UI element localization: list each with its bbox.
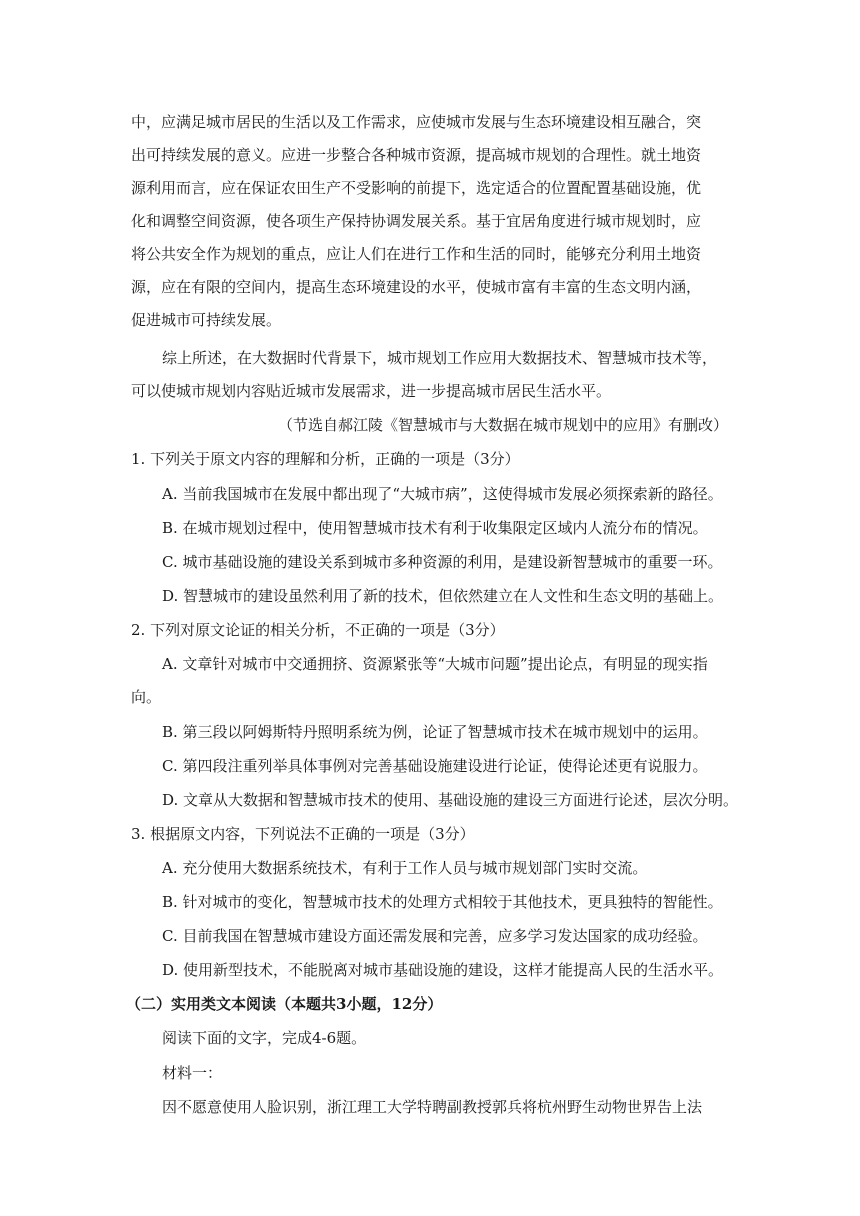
question-3-option-b: B. 针对城市的变化，智慧城市技术的处理方式相较于其他技术，更具独特的智能性。 [162, 893, 723, 911]
passage-line: 将公共安全作为规划的重点，应让人们在进行工作和生活的同时，能够充分利用土地资 [131, 245, 702, 263]
question-3-option-d: D. 使用新型技术，不能脱离对城市基础设施的建设，这样才能提高人民的生活水平。 [162, 961, 724, 979]
passage-line: 出可持续发展的意义。应进一步整合各种城市资源，提高城市规划的合理性。就土地资 [131, 146, 702, 164]
question-2-option-a-cont: 向。 [131, 688, 162, 706]
question-1-stem: 1. 下列关于原文内容的理解和分析，正确的一项是（3分） [131, 450, 520, 468]
passage-line: 源利用而言，应在保证农田生产不受影响的前提下，选定适合的位置配置基础设施，优 [131, 179, 702, 197]
conclusion-line: 综上所述，在大数据时代背景下，城市规划工作应用大数据技术、智慧城市技术等， [162, 349, 718, 367]
question-1-option-b: B. 在城市规划过程中，使用智慧城市技术有利于收集限定区域内人流分布的情况。 [162, 519, 708, 537]
question-2-option-d: D. 文章从大数据和智慧城市技术的使用、基础设施的建设三方面进行论述，层次分明。 [162, 791, 739, 809]
material-label: 材料一： [162, 1064, 223, 1082]
question-2-option-c: C. 第四段注重列举具体事例对完善基础设施建设进行论证，使得论述更有说服力。 [162, 757, 708, 775]
question-3-stem: 3. 根据原文内容，下列说法不正确的一项是（3分） [131, 825, 475, 843]
passage-line: 化和调整空间资源，使各项生产保持协调发展关系。基于宜居角度进行城市规划时，应 [131, 212, 702, 230]
material-first-line: 因不愿意使用人脸识别，浙江理工大学特聘副教授郭兵将杭州野生动物世界告上法 [162, 1098, 703, 1116]
question-3-option-a: A. 充分使用大数据系统技术，有利于工作人员与城市规划部门实时交流。 [162, 859, 648, 877]
question-2-stem: 2. 下列对原文论证的相关分析，不正确的一项是（3分） [131, 621, 505, 639]
passage-line: 促进城市可持续发展。 [131, 311, 282, 329]
source-citation: （节选自郝江陵《智慧城市与大数据在城市规划中的应用》有删改） [277, 416, 728, 434]
conclusion-line: 可以使城市规划内容贴近城市发展需求，进一步提高城市居民生活水平。 [131, 382, 612, 400]
section-instruction: 阅读下面的文字，完成4-6题。 [162, 1029, 367, 1047]
question-2-option-b: B. 第三段以阿姆斯特丹照明系统为例，论证了智慧城市技术在城市规划中的运用。 [162, 723, 708, 741]
question-3-option-c: C. 目前我国在智慧城市建设方面还需发展和完善，应多学习发达国家的成功经验。 [162, 927, 708, 945]
question-1-option-a: A. 当前我国城市在发展中都出现了“大城市病”，这使得城市发展必须探索新的路径。 [162, 485, 723, 503]
passage-line: 中，应满足城市居民的生活以及工作需求，应使城市发展与生态环境建设相互融合，突 [131, 113, 702, 131]
section-heading: （二）实用类文本阅读（本题共3小题，12分） [126, 995, 443, 1013]
question-2-option-a: A. 文章针对城市中交通拥挤、资源紧张等“大城市问题”提出论点，有明显的现实指 [162, 655, 708, 673]
passage-line: 源，应在有限的空间内，提高生态环境建设的水平，使城市富有丰富的生态文明内涵， [131, 278, 702, 296]
question-1-option-d: D. 智慧城市的建设虽然利用了新的技术，但依然建立在人文性和生态文明的基础上。 [162, 587, 724, 605]
question-1-option-c: C. 城市基础设施的建设关系到城市多种资源的利用，是建设新智慧城市的重要一环。 [162, 553, 723, 571]
